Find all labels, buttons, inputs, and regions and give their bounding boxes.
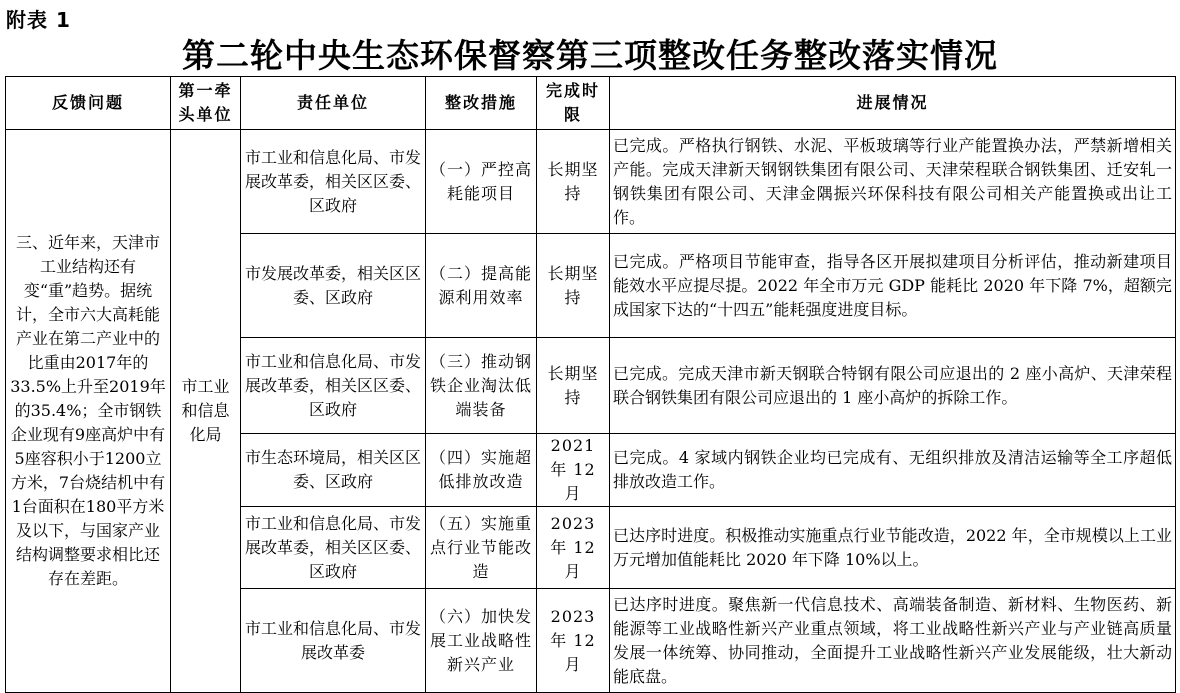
- measure-cell: （五）实施重点行业节能改造: [426, 507, 537, 589]
- rectification-table: [5, 76, 1176, 693]
- deadline-cell: 长期坚持: [537, 130, 610, 234]
- responsible-unit-cell: 市工业和信息化局、市发展改革委: [241, 589, 426, 693]
- progress-cell: 已达序时进度。聚焦新一代信息技术、高端装备制造、新材料、生物医药、新能源等工业战略性新兴产业重点领域，将工业战略性新兴产业与产业链高质量发展一体统筹、协同推动，全面提升工业战略性新兴产业发展能级，壮大新动能底盘。: [610, 589, 1176, 693]
- deadline-cell: 2021 年 12 月: [537, 434, 610, 507]
- header-deadline: 完成时限: [537, 77, 610, 130]
- lead-unit-cell: 市工业和信息化局: [171, 130, 241, 693]
- progress-cell: 已达序时进度。积极推动实施重点行业节能改造，2022 年，全市规模以上工业万元增加值能耗比 2020 年下降 10%以上。: [610, 507, 1176, 589]
- progress-cell: 已完成。严格执行钢铁、水泥、平板玻璃等行业产能置换办法，严禁新增相关产能。完成天津新天钢钢铁集团有限公司、天津荣程联合钢铁集团、迁安轧一钢铁集团有限公司、天津金隅振兴环保科技有限公司相关产能置换或出让工作。: [610, 130, 1176, 234]
- feedback-issue-cell: 三、近年来，天津市工业结构还有变“重”趋势。据统计，全市六大高耗能产业在第二产业中的比重由2017年的33.5%上升至2019年的35.4%；全市钢铁企业现有9座高炉中有5座容积小于1200立方米，7台烧结机中有1台面积在180平方米及以下，与国家产业结构调整要求相比还存在差距。: [6, 130, 171, 693]
- attachment-label: 附表 1: [6, 8, 71, 32]
- responsible-unit-cell: 市生态环境局，相关区区委、区政府: [241, 434, 426, 507]
- progress-cell: 已完成。4 家域内钢铁企业均已完成有、无组织排放及清洁运输等全工序超低排放改造工作。: [610, 434, 1176, 507]
- header-row: [6, 77, 1176, 130]
- header-progress: 进展情况: [610, 77, 1176, 130]
- deadline-cell: 2023 年 12 月: [537, 507, 610, 589]
- progress-cell: 已完成。严格项目节能审查，指导各区开展拟建项目分析评估，推动新建项目能效水平应提尽提。2022 年全市万元 GDP 能耗比 2020 年下降 7%，超额完成国家下达的“十四五”能耗强度进度目标。: [610, 234, 1176, 338]
- responsible-unit-cell: 市工业和信息化局、市发展改革委，相关区区委、区政府: [241, 338, 426, 434]
- header-measures: 整改措施: [426, 77, 537, 130]
- deadline-cell: 长期坚持: [537, 234, 610, 338]
- progress-cell: 已完成。完成天津市新天钢联合特钢有限公司应退出的 2 座小高炉、天津荣程联合钢铁集团有限公司应退出的 1 座小高炉的拆除工作。: [610, 338, 1176, 434]
- measure-cell: （三）推动钢铁企业淘汰低端装备: [426, 338, 537, 434]
- deadline-cell: 2023 年 12 月: [537, 589, 610, 693]
- measure-cell: （一）严控高耗能项目: [426, 130, 537, 234]
- responsible-unit-cell: 市发展改革委，相关区区委、区政府: [241, 234, 426, 338]
- measure-cell: （六）加快发展工业战略性新兴产业: [426, 589, 537, 693]
- responsible-unit-cell: 市工业和信息化局、市发展改革委，相关区区委、区政府: [241, 507, 426, 589]
- measure-cell: （四）实施超低排放改造: [426, 434, 537, 507]
- header-issue: 反馈问题: [6, 77, 171, 130]
- header-responsible-unit: 责任单位: [241, 77, 426, 130]
- table-row: [6, 130, 1176, 234]
- responsible-unit-cell: 市工业和信息化局、市发展改革委，相关区区委、区政府: [241, 130, 426, 234]
- deadline-cell: 长期坚持: [537, 338, 610, 434]
- header-lead-unit: 第一牵头单位: [171, 77, 241, 130]
- page-title: 第二轮中央生态环保督察第三项整改任务整改落实情况: [182, 36, 998, 75]
- measure-cell: （二）提高能源利用效率: [426, 234, 537, 338]
